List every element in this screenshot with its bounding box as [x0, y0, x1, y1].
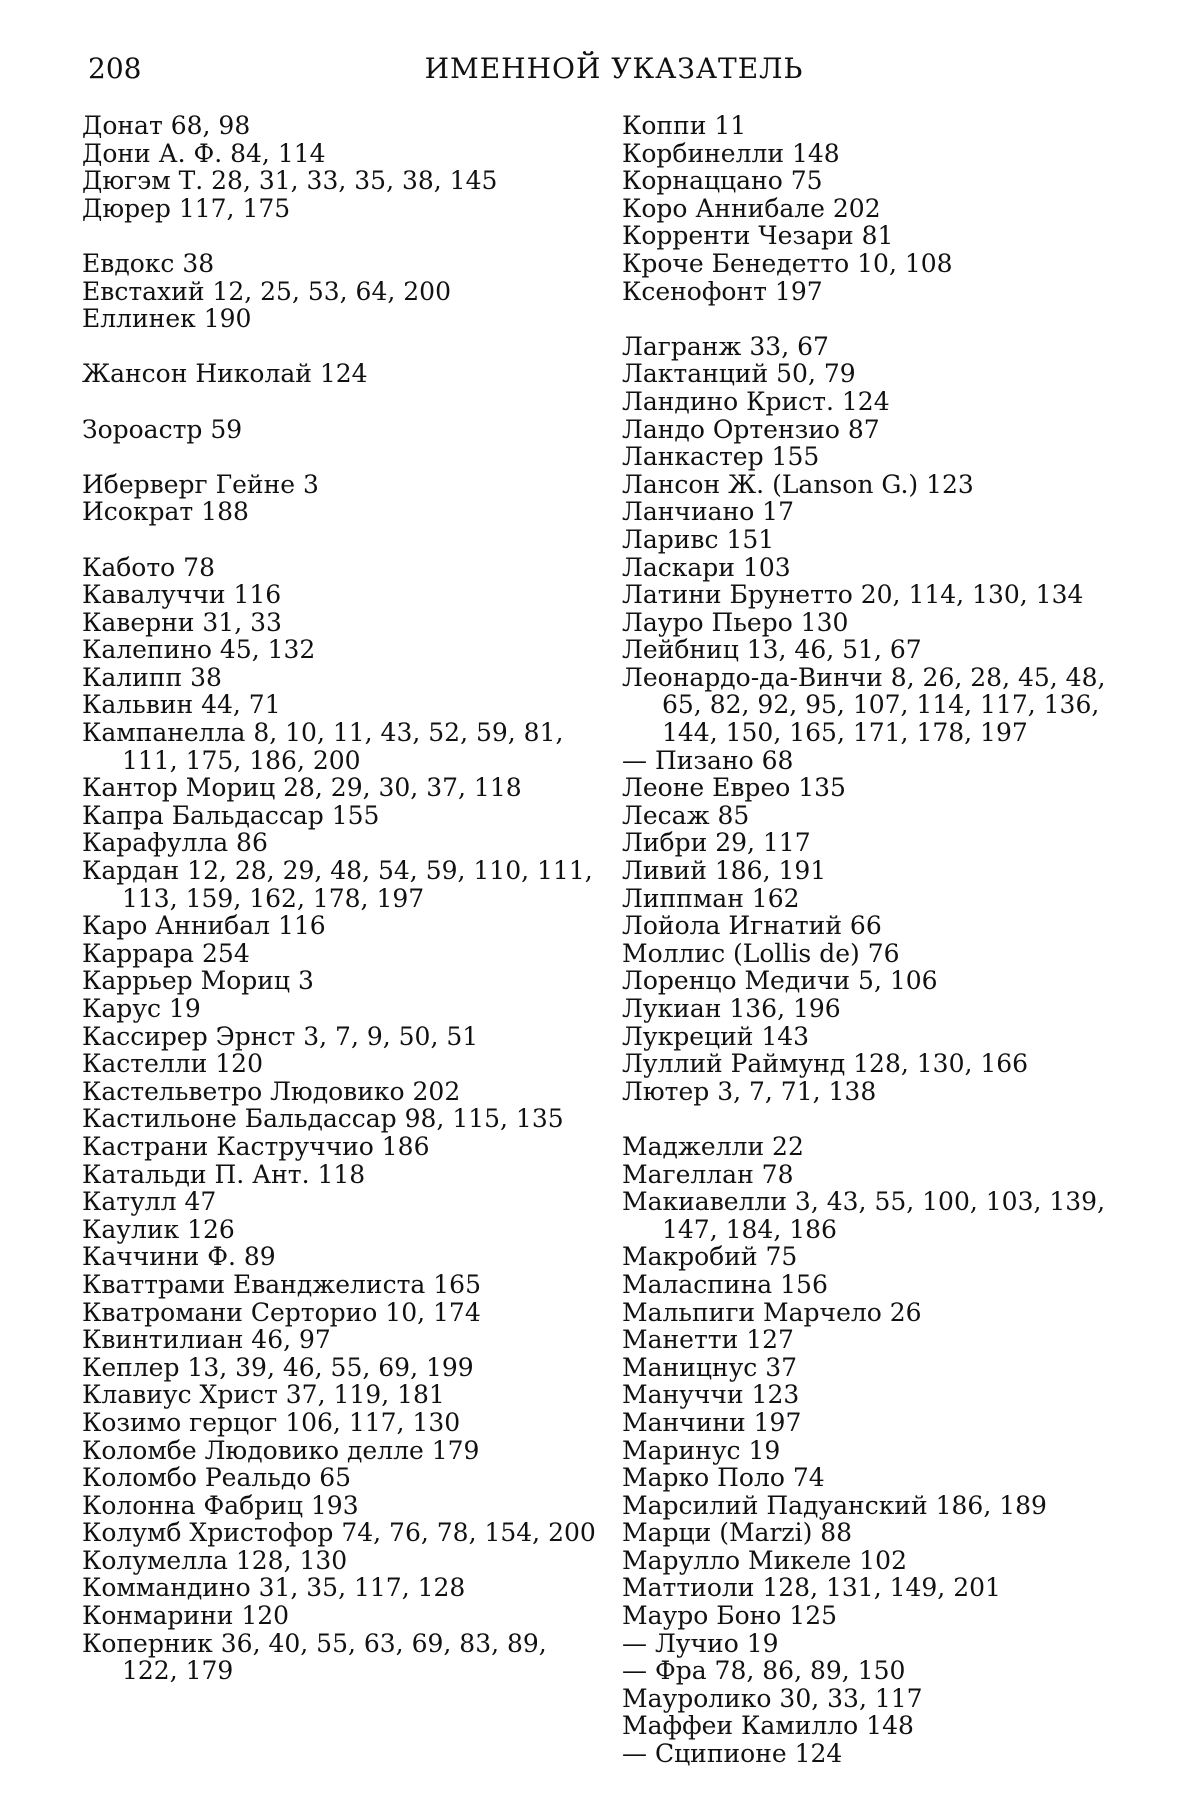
index-entry: Каччини Ф. 89	[82, 1242, 276, 1272]
index-entry: Дони А. Ф. 84, 114	[82, 138, 326, 168]
index-entry: Квинтилиан 46, 97	[82, 1325, 331, 1355]
index-entry: Кабото 78	[82, 552, 215, 582]
index-entry: Колумб Христофор 74, 76, 78, 154, 200	[82, 1518, 596, 1548]
index-entry: Коммандино 31, 35, 117, 128	[82, 1573, 466, 1603]
index-entry: Марци (Marzi) 88	[622, 1518, 853, 1548]
index-entry: Иберверг Гейне 3	[82, 469, 319, 499]
index-entry: Еллинек 190	[82, 304, 252, 334]
index-entry: Марсилий Падуанский 186, 189	[622, 1490, 1047, 1520]
index-entry: Жансон Николай 124	[82, 359, 368, 389]
index-entry: Мануччи 123	[622, 1380, 800, 1410]
index-entry: Лукреций 143	[622, 1021, 810, 1051]
section-gap	[82, 222, 602, 250]
index-entry: Макиавелли 3, 43, 55, 100, 103, 139, 147, 184, 186	[622, 1187, 1106, 1244]
index-entry: Колумелла 128, 130	[82, 1545, 348, 1575]
index-entry: Ланкастер 155	[622, 442, 820, 472]
index-entry: Кассирер Эрнст 3, 7, 9, 50, 51	[82, 1021, 479, 1051]
index-entry: Коппи 11	[622, 111, 747, 140]
index-entry: Калипп 38	[82, 662, 222, 692]
index-entry: Леонардо-да-Винчи 8, 26, 28, 45, 48, 65, 82, 92, 95, 107, 114, 117, 136, 144, 150, 165, 171, 178, 197	[622, 662, 1106, 748]
index-entry: Коломбе Людовико делле 179	[82, 1435, 480, 1465]
index-entry: Ласкари 103	[622, 552, 791, 582]
index-entry: Калепино 45, 132	[82, 635, 316, 665]
index-entry: Маджелли 22	[622, 1131, 804, 1161]
index-entry: — Лучио 19	[622, 1628, 779, 1658]
index-entry: Коро Аннибале 202	[622, 193, 881, 223]
index-entry: Маффеи Камилло 148	[622, 1711, 914, 1741]
index-entry: Клавиус Христ 37, 119, 181	[82, 1380, 445, 1410]
index-entry: Лейбниц 13, 46, 51, 67	[622, 635, 922, 665]
index-entry: Колонна Фабриц 193	[82, 1490, 359, 1520]
index-entry: Корбинелли 148	[622, 138, 840, 168]
index-entry: Мальпиги Марчело 26	[622, 1297, 922, 1327]
section-gap	[82, 333, 602, 361]
index-entry: Лагранж 33, 67	[622, 331, 829, 361]
index-entry: Кастельветро Людовико 202	[82, 1076, 461, 1106]
index-entry: Исократ 188	[82, 497, 249, 527]
index-entry: Лактанций 50, 79	[622, 359, 856, 389]
index-entry: Мауро Боно 125	[622, 1601, 838, 1631]
index-entry: Капра Бальдассар 155	[82, 800, 380, 830]
index-entry: Лансон Ж. (Lanson G.) 123	[622, 469, 974, 499]
index-entry: Либри 29, 117	[622, 828, 811, 858]
index-entry: Карафулла 86	[82, 828, 268, 858]
index-entry: Корренти Чезари 81	[622, 221, 894, 251]
index-entry: Лесаж 85	[622, 800, 750, 830]
index-entry: Луллий Раймунд 128, 130, 166	[622, 1049, 1029, 1079]
index-entry: Маттиоли 128, 131, 149, 201	[622, 1573, 1001, 1603]
index-entry: Корнаццано 75	[622, 166, 823, 196]
index-entry: Кастильоне Бальдассар 98, 115, 135	[82, 1104, 564, 1134]
index-entry: Магеллан 78	[622, 1159, 794, 1189]
section-gap	[622, 305, 1142, 333]
section-gap	[82, 443, 602, 471]
index-entry: Катулл 47	[82, 1187, 217, 1217]
index-entry: — Фра 78, 86, 89, 150	[622, 1656, 906, 1686]
index-entry: Ларивс 151	[622, 524, 775, 554]
index-entry: Каррьер Мориц 3	[82, 966, 314, 996]
index-entry: Лютер 3, 7, 71, 138	[622, 1076, 877, 1106]
index-entry: Липпман 162	[622, 883, 800, 913]
index-entry: Леоне Еврео 135	[622, 773, 846, 803]
index-entry: Кеплер 13, 39, 46, 55, 69, 199	[82, 1352, 474, 1382]
index-entry: Манчини 197	[622, 1407, 802, 1437]
index-entry: Каверни 31, 33	[82, 607, 282, 637]
index-entry: Кардан 12, 28, 29, 48, 54, 59, 110, 111, 113, 159, 162, 178, 197	[82, 856, 593, 913]
index-entry: Зороастр 59	[82, 414, 243, 444]
section-gap	[82, 388, 602, 416]
index-entry: Лойола Игнатий 66	[622, 911, 882, 941]
section-gap	[82, 526, 602, 554]
page-number: 208	[88, 52, 142, 85]
index-entry: Кватромани Серторио 10, 174	[82, 1297, 481, 1327]
index-column-left	[82, 112, 602, 1685]
index-entry: Мауролико 30, 33, 117	[622, 1683, 923, 1713]
index-entry: Лукиан 136, 196	[622, 994, 841, 1023]
index-entry: Кваттрами Еванджелиста 165	[82, 1269, 481, 1299]
index-entry: Марко Поло 74	[622, 1463, 825, 1493]
index-entry: Ландино Крист. 124	[622, 386, 890, 416]
index-entry: Конмарини 120	[82, 1601, 290, 1631]
index-entry: Ланчиано 17	[622, 497, 794, 527]
index-entry: Ливий 186, 191	[622, 856, 827, 886]
index-entry: Коперник 36, 40, 55, 63, 69, 83, 89, 122, 179	[82, 1628, 547, 1686]
index-entry: Евстахий 12, 25, 53, 64, 200	[82, 276, 451, 306]
index-entry: Манетти 127	[622, 1325, 794, 1355]
index-entry: Кроче Бенедетто 10, 108	[622, 248, 953, 278]
index-entry: — Сципионе 124	[622, 1739, 843, 1769]
index-entry: Козимо герцог 106, 117, 130	[82, 1407, 461, 1437]
index-entry: Маницнус 37	[622, 1352, 798, 1382]
index-entry: Кантор Мориц 28, 29, 30, 37, 118	[82, 773, 522, 803]
index-entry: Катальди П. Ант. 118	[82, 1159, 366, 1189]
index-entry: Ксенофонт 197	[622, 276, 823, 306]
index-entry: Кавалуччи 116	[82, 580, 282, 610]
index-entry: Евдокс 38	[82, 248, 215, 278]
index-entry: Ландо Ортензио 87	[622, 414, 880, 444]
index-entry: Маринус 19	[622, 1435, 781, 1465]
index-entry: — Пизано 68	[622, 745, 794, 775]
index-entry: Маласпина 156	[622, 1269, 828, 1299]
index-entry: Карус 19	[82, 994, 201, 1023]
index-entry: Каулик 126	[82, 1214, 235, 1244]
index-entry: Лоренцо Медичи 5, 106	[622, 966, 938, 996]
index-entry: Макробий 75	[622, 1242, 798, 1272]
index-entry: Дюрер 117, 175	[82, 193, 291, 223]
index-entry: Лауро Пьеро 130	[622, 607, 849, 637]
index-entry: Донат 68, 98	[82, 111, 251, 140]
index-entry: Коломбо Реальдо 65	[82, 1463, 352, 1493]
index-entry: Дюгэм Т. 28, 31, 33, 35, 38, 145	[82, 166, 498, 196]
index-entry: Кастелли 120	[82, 1049, 263, 1079]
index-entry: Каро Аннибал 116	[82, 911, 326, 941]
index-entry: Моллис (Lollis de) 76	[622, 938, 900, 968]
index-entry: Кальвин 44, 71	[82, 690, 281, 720]
index-column-right	[622, 112, 1142, 1768]
index-entry: Марулло Микеле 102	[622, 1545, 907, 1575]
index-entry: Кастрани Каструччио 186	[82, 1131, 430, 1161]
index-entry: Кампанелла 8, 10, 11, 43, 52, 59, 81, 111, 175, 186, 200	[82, 718, 564, 775]
index-entry: Латини Брунетто 20, 114, 130, 134	[622, 580, 1084, 610]
section-gap	[622, 1105, 1142, 1133]
index-entry: Каррара 254	[82, 938, 250, 968]
running-title: ИМЕННОЙ УКАЗАТЕЛЬ	[424, 52, 804, 85]
page-header	[88, 52, 1140, 92]
